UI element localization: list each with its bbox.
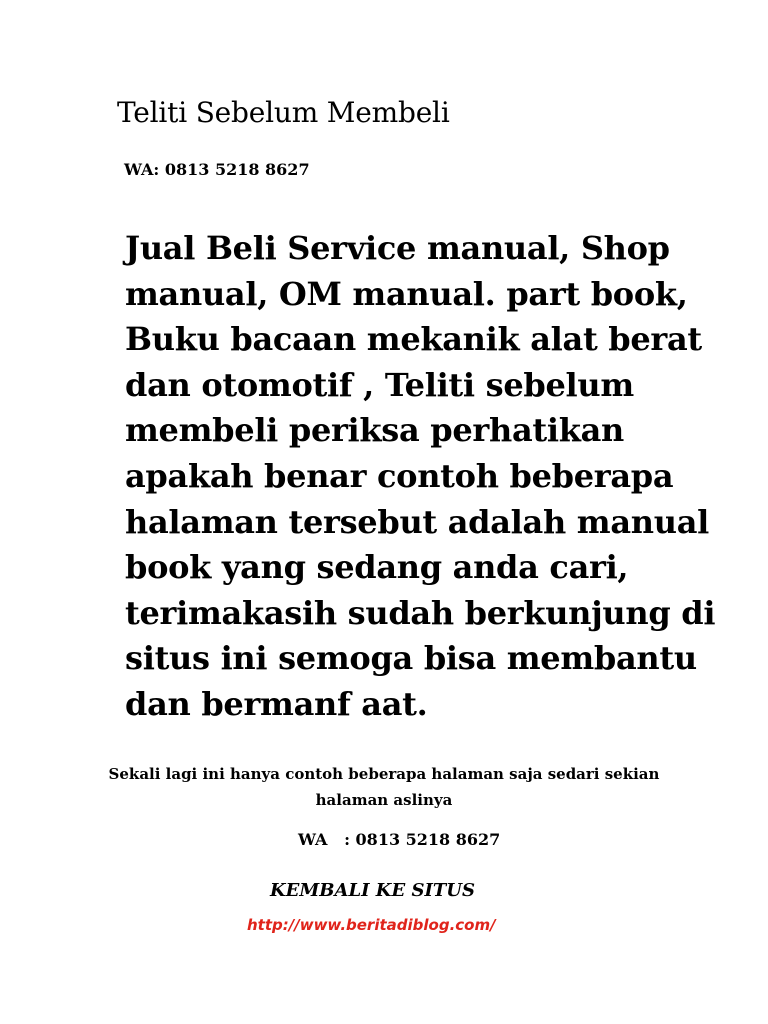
note-line-2: halaman aslinya (315, 791, 453, 809)
whatsapp-contact-top: WA: 0813 5218 8627 (124, 160, 310, 179)
paragraph-line: halaman tersebut adalah manual (125, 502, 709, 541)
website-link[interactable]: http://www.beritadiblog.com/ (247, 916, 496, 934)
main-paragraph (125, 226, 725, 728)
paragraph-line: apakah benar contoh beberapa (125, 456, 674, 495)
sample-pages-note (100, 761, 668, 813)
whatsapp-contact-bottom: WA : 0813 5218 8627 (298, 830, 501, 849)
paragraph-line: book yang sedang anda cari, (125, 548, 629, 587)
paragraph-line: membeli periksa perhatikan (125, 411, 624, 450)
paragraph-line: manual, OM manual. part book, (125, 274, 688, 313)
paragraph-line: dan otomotif , Teliti sebelum (125, 365, 634, 404)
paragraph-line: Buku bacaan mekanik alat berat (125, 320, 702, 359)
page-title: Teliti Sebelum Membeli (117, 96, 450, 129)
paragraph-line: terimakasih sudah berkunjung di (125, 593, 716, 632)
paragraph-line: Jual Beli Service manual, Shop (125, 229, 670, 267)
paragraph-line: situs ini semoga bisa membantu (125, 639, 697, 678)
paragraph-line: dan bermanf aat. (125, 684, 428, 723)
note-line-1: Sekali lagi ini hanya contoh beberapa halaman saja sedari sekian (108, 765, 660, 783)
back-to-site-label: KEMBALI KE SITUS (270, 880, 475, 901)
